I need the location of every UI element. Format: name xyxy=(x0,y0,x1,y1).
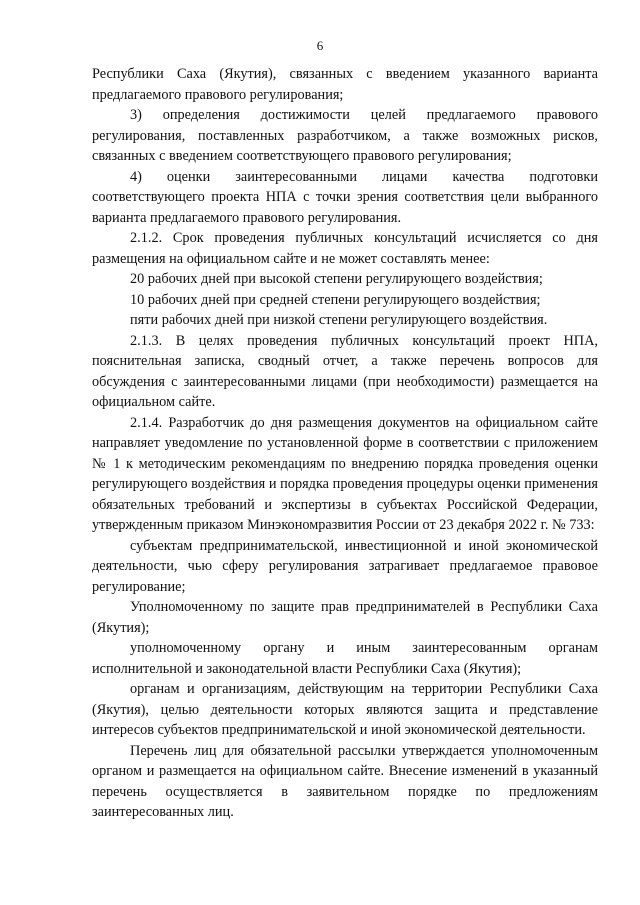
paragraph-item-3: 3) определения достижимости целей предлагаемого правового регулирования, поставленных разработчиком, а также возможных рисков, связанных с введением соответствующего правового регулирования; xyxy=(92,107,598,164)
paragraph-continuation: Республики Саха (Якутия), связанных с введением указанного варианта предлагаемого правового регулирования; xyxy=(92,66,598,103)
document-body xyxy=(92,64,598,823)
page-number: 6 xyxy=(316,38,324,53)
paragraph-recipient-subjects: субъектам предпринимательской, инвестиционной и иной экономической деятельности, чью сферу регулирования затрагивает предлагаемое правовое регулирование; xyxy=(92,537,598,595)
paragraph-recipient-ombudsman: Уполномоченному по защите прав предпринимателей в Республики Саха (Якутия); xyxy=(92,599,598,636)
paragraph-2-1-4: 2.1.4. Разработчик до дня размещения документов на официальном сайте направляет уведомление по установленной форме в соответствии с приложением № 1 к методическим рекомендациям по внедрению порядка проведения оценки регулирующего воздействия и порядка проведения процедуры оценки применения обязательных требований и экспертизы в субъектах Российской Федерации, утвержденным приказом Минэкономразвития России от 23 декабря 2022 г. № 733: xyxy=(92,414,598,533)
paragraph-term-high: 20 рабочих дней при высокой степени регулирующего воздействия; xyxy=(130,271,543,287)
paragraph-term-low: пяти рабочих дней при низкой степени регулирующего воздействия. xyxy=(130,312,548,328)
paragraph-2-1-3: 2.1.3. В целях проведения публичных консультаций проект НПА, пояснительная записка, сводный отчет, а также перечень вопросов для обсуждения с заинтересованными лицами (при необходимости) размещается на официальном сайте. xyxy=(92,332,598,410)
paragraph-recipient-authorities: уполномоченному органу и иным заинтересованным органам исполнительной и законодательной власти Республики Саха (Якутия); xyxy=(92,640,598,677)
paragraph-mailing-list: Перечень лиц для обязательной рассылки утверждается уполномоченным органом и размещается на официальном сайте. Внесение изменений в указанный перечень осуществляется в заявительном порядке по предложениям заинтересованных лиц. xyxy=(92,742,598,820)
paragraph-item-4: 4) оценки заинтересованными лицами качества подготовки соответствующего проекта НПА с точки зрения соответствия цели выбранного варианта предлагаемого правового регулирования. xyxy=(92,168,598,226)
paragraph-term-medium: 10 рабочих дней при средней степени регулирующего воздействия; xyxy=(130,291,541,308)
paragraph-recipient-organizations: органам и организациям, действующим на территории Республики Саха (Якутия), целью деятельности которых являются защита и представление интересов субъектов предпринимательской и иной экономической деятельности. xyxy=(92,681,598,738)
paragraph-2-1-2: 2.1.2. Срок проведения публичных консультаций исчисляется со дня размещения на официальном сайте и не может составлять менее: xyxy=(92,230,598,267)
